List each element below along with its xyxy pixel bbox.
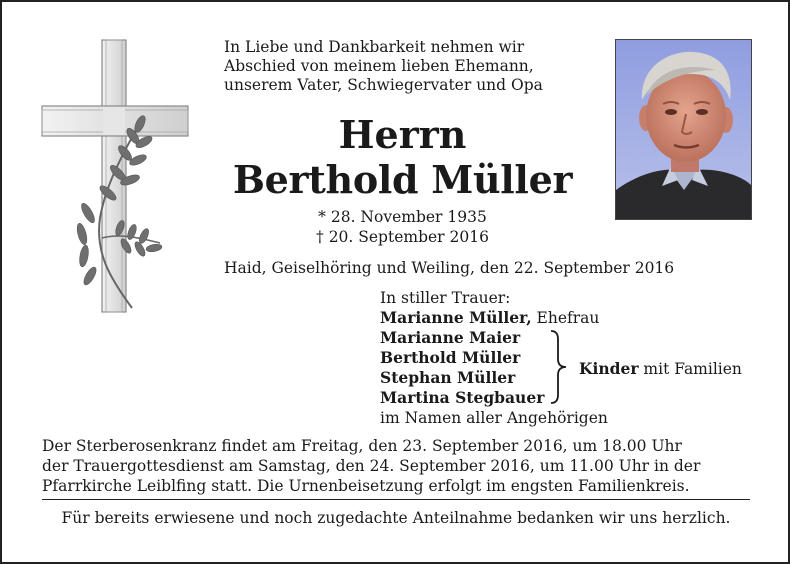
mourners-closing: im Namen aller Angehörigen <box>380 409 608 427</box>
divider <box>42 499 750 500</box>
mourners-list <box>380 288 760 428</box>
children-group-label <box>579 359 742 379</box>
intro-line: In Liebe und Dankbarkeit nehmen wir <box>224 38 525 56</box>
spouse-line <box>380 308 760 328</box>
children-label-bold: Kinder <box>579 359 639 378</box>
deceased-name: Berthold Müller <box>232 157 573 202</box>
cross-icon <box>40 38 190 318</box>
thanks-text: Für bereits erwiesene und noch zugedachte Anteilnahme bedanken wir uns herzlich. <box>61 509 731 527</box>
birth-date: * 28. November 1935 <box>318 208 487 226</box>
intro-line: Abschied von meinem lieben Ehemann, <box>224 57 534 75</box>
portrait-photo <box>615 39 752 220</box>
death-date: † 20. September 2016 <box>316 228 489 246</box>
notice-line: Pfarrkirche Leiblfing statt. Die Urnenbeisetzung erfolgt im engsten Familienkreis. <box>42 477 690 495</box>
curly-brace-icon <box>548 329 570 405</box>
intro-text <box>224 38 581 95</box>
spouse-role: Ehefrau <box>531 309 600 327</box>
child-name: Martina Stegbauer <box>380 388 545 407</box>
child-name: Stephan Müller <box>380 368 516 387</box>
children-label-rest: mit Familien <box>638 360 742 378</box>
place-and-date: Haid, Geiselhöring und Weiling, den 22. September 2016 <box>224 259 675 277</box>
child-name: Marianne Maier <box>380 328 521 347</box>
life-dates <box>224 207 581 247</box>
notice-line: Der Sterberosenkranz findet am Freitag, den 23. September 2016, um 18.00 Uhr <box>42 437 682 455</box>
spouse-name: Marianne Müller, <box>380 308 532 327</box>
salutation: Herrn <box>338 112 467 157</box>
service-notice <box>42 436 750 496</box>
child-name: Berthold Müller <box>380 348 521 367</box>
mourners-heading: In stiller Trauer: <box>380 289 511 307</box>
intro-line: unserem Vater, Schwiegervater und Opa <box>224 76 543 94</box>
notice-line: der Trauergottesdienst am Samstag, den 24. September 2016, um 11.00 Uhr in der <box>42 457 701 475</box>
